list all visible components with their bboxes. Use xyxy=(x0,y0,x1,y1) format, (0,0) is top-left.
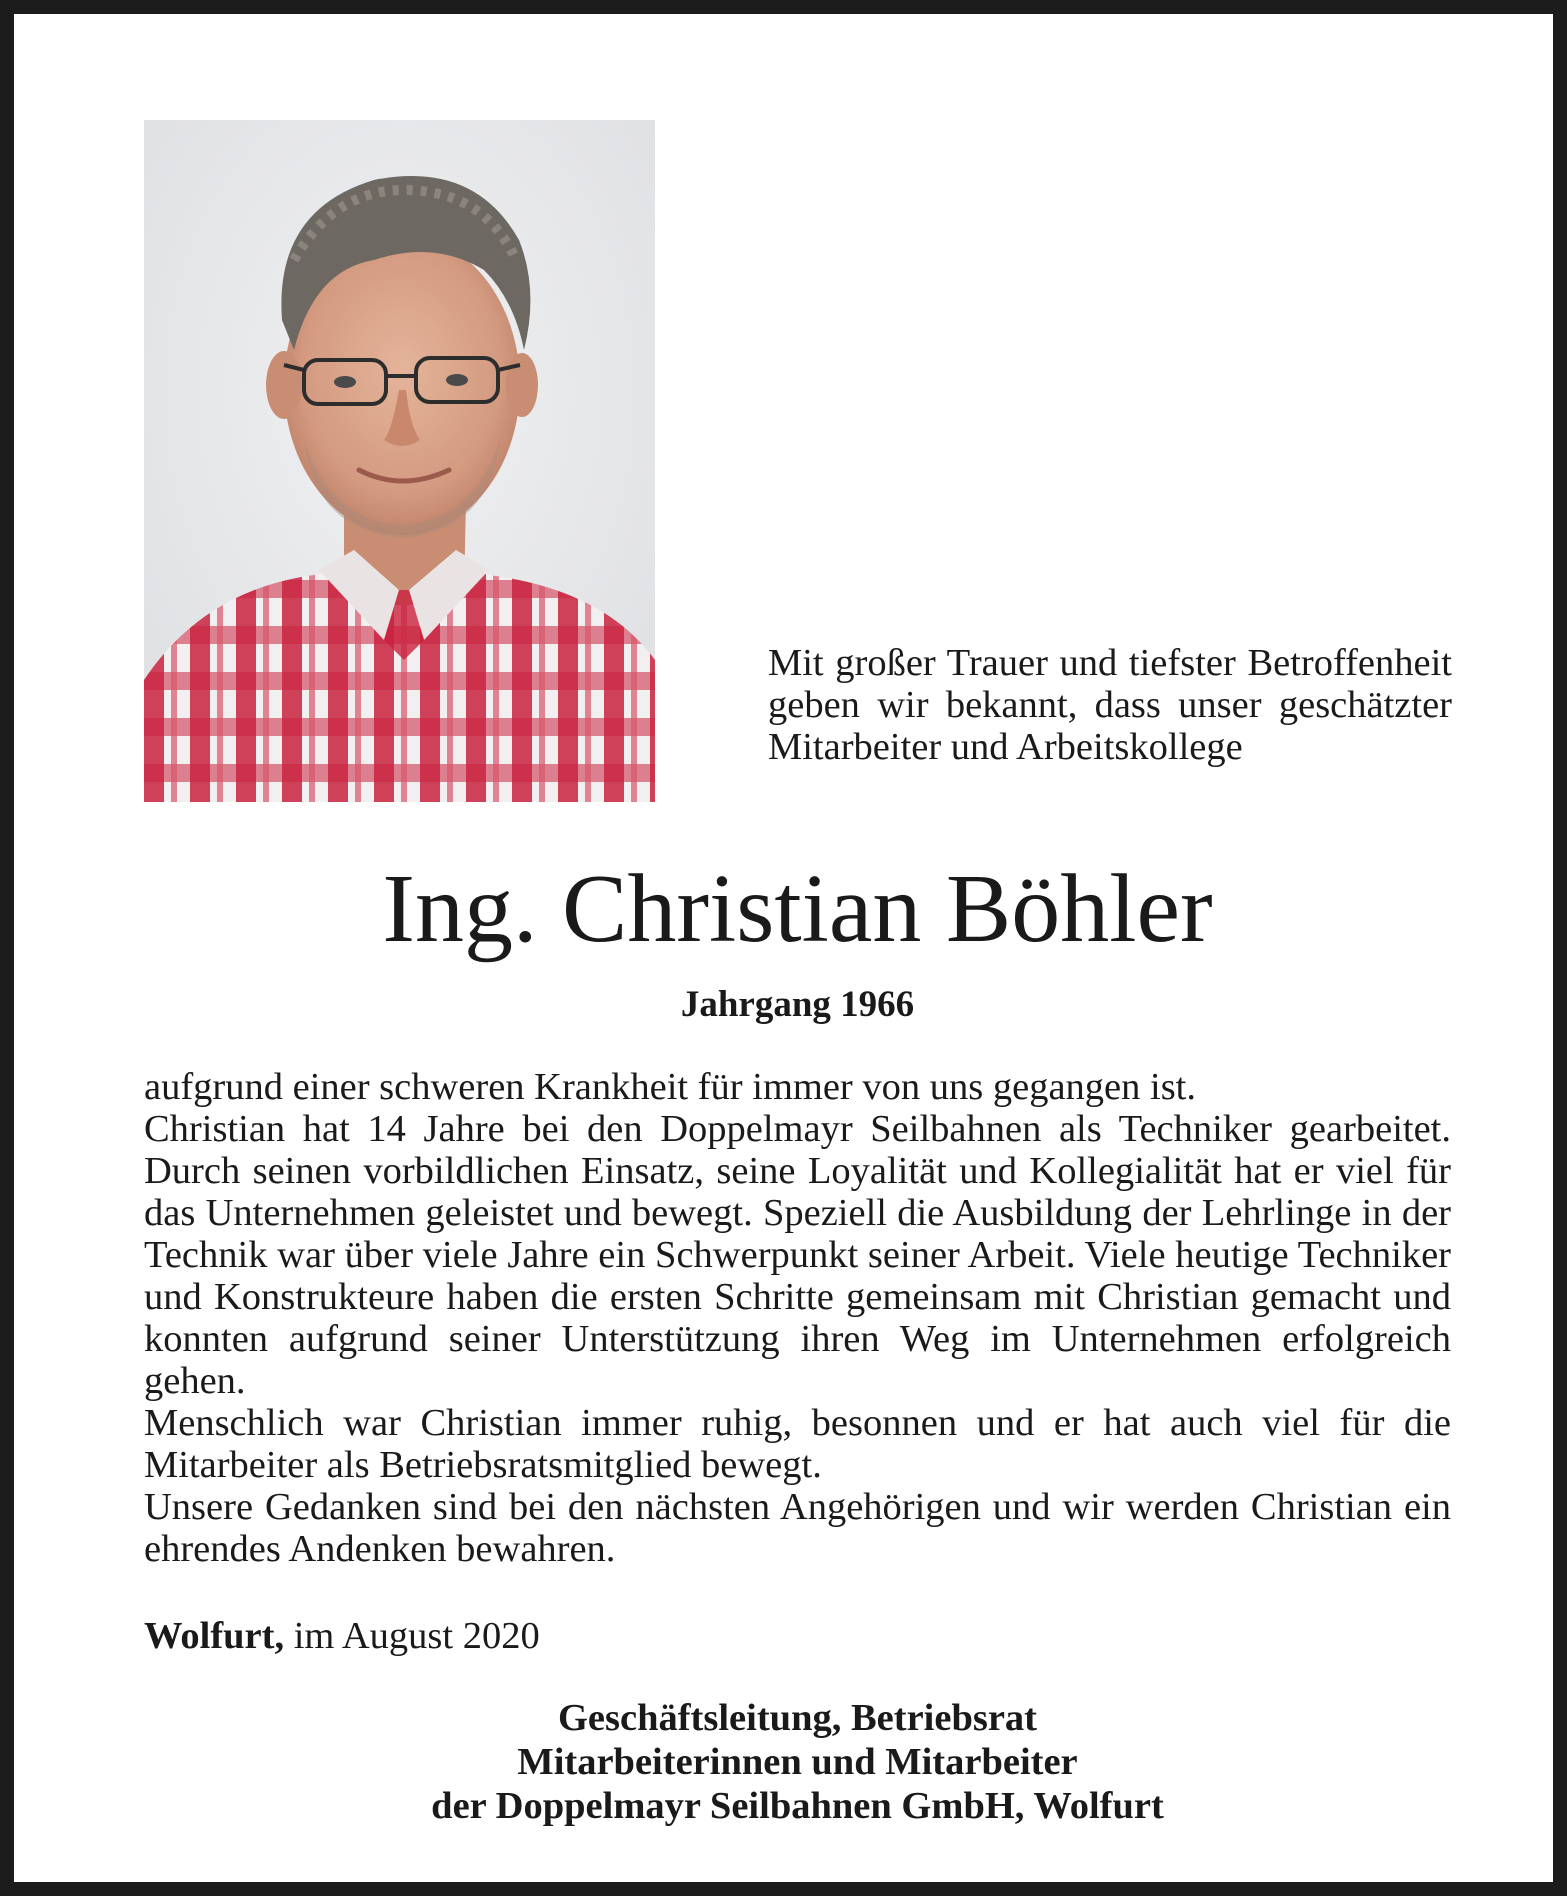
body-paragraph: Unsere Gedanken sind bei den nächsten Angehörigen und wir werden Christian ein ehrendes Andenken bewahren. xyxy=(144,1486,1451,1570)
body-paragraph: aufgrund einer schweren Krankheit für immer von uns gegangen ist. xyxy=(144,1066,1197,1108)
portrait-photo xyxy=(144,120,655,802)
place-date-line xyxy=(144,1614,540,1658)
deceased-name: Ing. Christian Böhler xyxy=(382,855,1213,963)
place-city: Wolfurt, xyxy=(144,1615,285,1657)
obituary-body xyxy=(144,1066,1451,1570)
body-paragraph: Menschlich war Christian immer ruhig, besonnen und er hat auch viel für die Mitarbeiter als Betriebsratsmitglied bewegt. xyxy=(144,1402,1451,1486)
signature-line: der Doppelmayr Seilbahnen GmbH, Wolfurt xyxy=(431,1785,1164,1827)
portrait-illustration xyxy=(144,120,655,802)
signature-line: Mitarbeiterinnen und Mitarbeiter xyxy=(517,1741,1078,1783)
body-paragraph: Christian hat 14 Jahre bei den Doppelmayr Seilbahnen als Techniker gearbeitet. Durch seinen vorbildlichen Einsatz, seine Loyalität und Kollegialität hat er viel für das Unternehmen geleistet und bewegt. Speziell die Ausbildung der Lehrlinge in der Technik war über viele Jahre ein Schwerpunkt seiner Arbeit. Viele heutige Techniker und Konstrukteure haben die ersten Schritte gemeinsam mit Christian gemacht und konnten aufgrund seiner Unterstützung ihren Weg im Unternehmen erfolgreich gehen. xyxy=(144,1108,1451,1402)
place-date: im August 2020 xyxy=(284,1615,540,1657)
intro-text: Mit großer Trauer und tiefster Betroffenheit geben wir bekannt, dass unser geschätzter Mitarbeiter und Arbeitskollege xyxy=(768,642,1452,768)
signature-block xyxy=(14,1696,1567,1828)
birth-year: Jahrgang 1966 xyxy=(680,984,915,1025)
signature-line: Geschäftsleitung, Betriebsrat xyxy=(557,1697,1038,1739)
